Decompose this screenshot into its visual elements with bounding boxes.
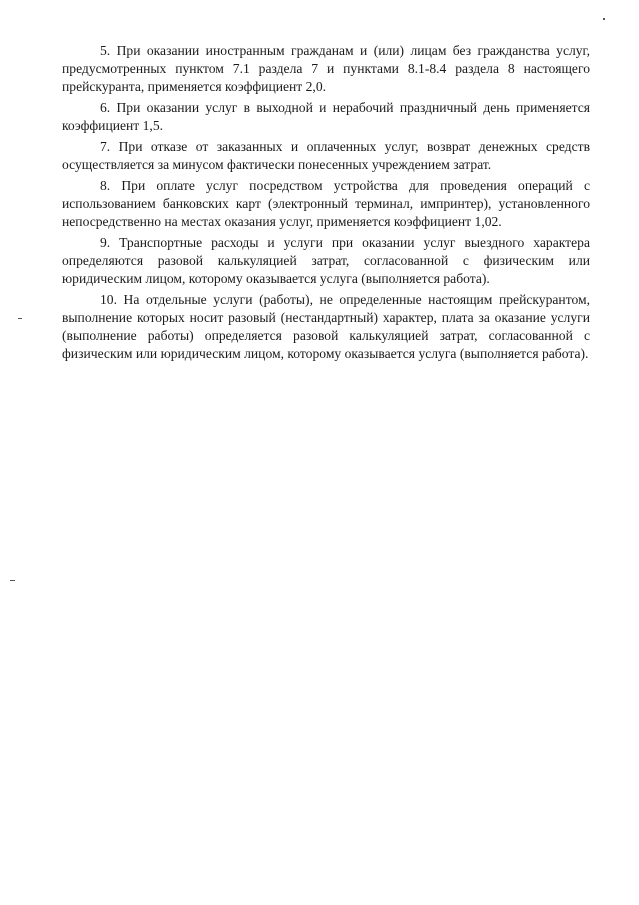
paragraph-5: 5. При оказании иностранным гражданам и (или) лицам без гражданства услуг, предусмотренных пунктом 7.1 раздела 7 и пунктами 8.1-8.4 раздела 8 настоящего прейскуранта, применяется коэффициент 2,0.: [62, 43, 590, 94]
scan-artifact: [603, 18, 605, 20]
scan-artifact: [18, 318, 22, 319]
paragraph-6: 6. При оказании услуг в выходной и нерабочий праздничный день применяется коэффициент 1,5.: [62, 100, 590, 133]
paragraph-9: 9. Транспортные расходы и услуги при оказании услуг выездного характера определяются разовой калькуляцией затрат, согласованной с физическим или юридическим лицом, которому оказывается услуга (выполняется работа).: [62, 235, 590, 286]
paragraph-10: 10. На отдельные услуги (работы), не определенные настоящим прейскурантом, выполнение которых носит разовый (нестандартный) характер, плата за оказание услуги (выполнение работы) определяется разовой калькуляцией затрат, согласованной с физическим или юридическим лицом, которому оказывается услуга (выполняется работа).: [62, 292, 590, 361]
scan-artifact: [10, 580, 15, 581]
paragraph-8: 8. При оплате услуг посредством устройства для проведения операций с использованием банковских карт (электронный терминал, импринтер), установленного непосредственно на местах оказания услуг, применяется коэффициент 1,02.: [62, 178, 590, 229]
document-body: [62, 42, 590, 366]
paragraph-7: 7. При отказе от заказанных и оплаченных услуг, возврат денежных средств осуществляется за минусом фактически понесенных учреждением затрат.: [62, 139, 590, 172]
